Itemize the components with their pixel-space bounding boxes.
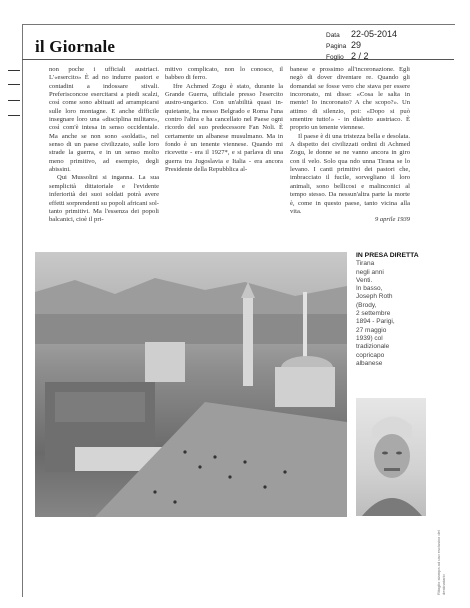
- photo-caption: [356, 252, 448, 368]
- caption-line: negli anni: [356, 268, 384, 276]
- dateline: 9 aprile 1939: [374, 216, 410, 224]
- margin-mark: [8, 115, 20, 116]
- caption-line: 2 settembre: [356, 310, 391, 318]
- shoulders: [362, 498, 422, 516]
- header-row-page: [318, 40, 453, 51]
- header-rule: [318, 59, 454, 60]
- caption-line: copricapo: [356, 351, 385, 359]
- article-column-1: [49, 66, 159, 225]
- paragraph: Il paese è di una tristezza bella e desolata. A dispetto dei civilizzati ordini di Achmed Zogu, le donne se ne vanno ancora in giro con il velo. Solo qua ndo unna Tirana se lo levano. I canti primitivi dei pastori che, imbracciato il fucile, sorvegliano il loro animali, sono bellicosi e malinconici al tempo stesso. Da nessun'altra parte la morte è, come in questo paese, tanto vicina alla vita.: [290, 132, 410, 215]
- paragraph: Ifre Achmed Zogu è stato, durante la Grande Guerra, ufficiale presso l'esercito austro-ungarico. Con un'abilità quasi inquietante, ha messo Belgrado e Roma l'una contro l'altra e ha cancellato nel Paese ogni ricordo del suo predecessore Fan Noli. È certamente un albanese musulmano. Ma in fondo è un tenente viennese. Quando mi ricevette - era il 1927*, e si parlava di una guerra tra Jugoslavia e Italia - era ancora Presidente della Repubblica al-: [165, 82, 283, 174]
- portrait-illustration: [356, 398, 426, 516]
- roofs: [55, 392, 145, 422]
- tirana-photo-illustration: [35, 252, 347, 517]
- paragraph: mitivo complicato, non lo conosce, il babbeo di ferro.: [165, 66, 283, 82]
- caption-line: (Brody,: [356, 301, 377, 309]
- article-column-2: [165, 66, 283, 174]
- paragraph: non poche i ufficiali austriaci. L'«esercito» È ad no indurre pastori e contadini a indossare stivali. Preferisconcoe esercitarsi a piedi scalzi, così come sono abituati ad arrampicarsi sulle loro montagne. E anche difficile insegnare loro una «disciplina militare», così com'è intesa in senso occidentale. Ma anche se non sono «soldati», nel senso di un paese civilizzato, sulle loro strade la guerra, e in un senso molto meno primitivo, ad esempio, degli abissini.: [49, 66, 159, 174]
- caption-line: 27 maggio: [356, 326, 387, 334]
- caption-line: Venti.: [356, 276, 373, 284]
- tirana-photo: [35, 252, 347, 517]
- header-value: 2 / 2: [351, 51, 369, 61]
- masthead: il Giornale: [35, 37, 116, 56]
- clock-tower: [243, 296, 253, 386]
- joseph-roth-portrait: [356, 398, 426, 516]
- face: [374, 434, 410, 478]
- eye: [396, 452, 402, 455]
- paragraph: Qui Mussolini si inganna. La sua semplicità dittatoriale e l'evidente inferiorità dei suoi soldati potrà avere effetti sorprendenti su popoli africani soltanto primitivi. Ma l'essenza dei popoli balcanici, cioè il pri-: [49, 174, 159, 224]
- caption-kicker: IN PRESA DIRETTA: [356, 252, 419, 259]
- header-row-sheet: [318, 51, 453, 62]
- caption-line: Tirana: [356, 260, 375, 268]
- article-column-3: [290, 66, 410, 225]
- mosque: [275, 367, 335, 407]
- eye: [382, 452, 388, 455]
- header-label: Data: [326, 32, 340, 39]
- header-label: Pagina: [326, 43, 347, 50]
- caption-line: In basso,: [356, 285, 383, 293]
- distant-town: [35, 314, 347, 344]
- margin-mark: [8, 84, 20, 85]
- margin-mark: [8, 100, 20, 101]
- header-value: 22-05-2014: [351, 29, 398, 39]
- caption-line: tradizionale: [356, 343, 390, 351]
- caption-line: 1939) col: [356, 334, 383, 342]
- header-value: 29: [351, 40, 362, 50]
- masthead-rule: [22, 59, 318, 60]
- paragraph: banese e prossimo all'incoronazione. Egli negò di dover diventare re. Quando gli domandai se fosse vero che stava per essere incoronato, mi disse: «Cosa le salta in mente! Io incoronato? A che scopo?». Un attimo di silenzio, poi: «Dopo si può smentire tutto!» - in dialetto austriaco. È proprio un tenente viennese.: [290, 66, 410, 132]
- white-house: [145, 342, 185, 382]
- clipping-credit: Ritaglio stampa ad uso esclusivo del destinatario: [436, 530, 446, 595]
- header-table: [318, 29, 453, 62]
- header-label: Foglio: [326, 54, 344, 61]
- header-row-date: [318, 29, 453, 40]
- caption-line: albanese: [356, 359, 383, 367]
- caption-line: 1894 - Parigi,: [356, 318, 395, 326]
- mustache: [384, 468, 400, 471]
- margin-mark: [8, 70, 20, 71]
- caption-line: Joseph Roth: [356, 293, 393, 301]
